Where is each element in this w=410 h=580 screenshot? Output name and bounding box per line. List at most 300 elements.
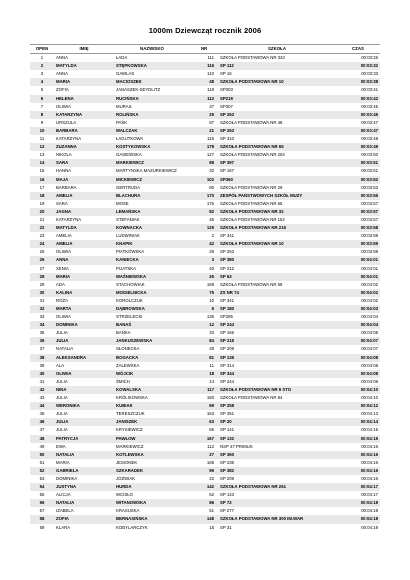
cell-school: SZKOŁA PODSTAWOWA NR 65 — [218, 143, 336, 151]
cell-bib-number: 102 — [190, 176, 218, 184]
cell-time: 00:04:18 — [361, 524, 378, 530]
cell-first-name: JUSTYNA — [54, 483, 114, 491]
cell-bib-number: 127 — [206, 152, 214, 158]
table-row — [30, 119, 380, 127]
cell-last-name: STACHOWIAK — [116, 281, 145, 287]
cell-bib-number: 29 — [209, 249, 214, 255]
cell-first-name: SARA — [56, 200, 68, 206]
cell-bib-number: 51 — [209, 508, 214, 514]
cell-last-name: GAWLAS — [116, 71, 135, 77]
cell-first-name: OLIWIA — [54, 370, 114, 378]
cell-time: 00:04:01 — [336, 273, 380, 281]
cell-place: 35 — [39, 330, 45, 336]
cell-time: 00:04:12 — [336, 402, 380, 410]
cell-bib-number: 27 — [190, 451, 218, 459]
cell-school: SP 344 — [218, 370, 336, 378]
cell-bib-number: 28 — [209, 346, 214, 352]
cell-last-name: PIATKOWSKA — [116, 249, 145, 255]
cell-bib-number: 10 — [209, 297, 214, 303]
cell-first-name: KATARZYNA — [54, 111, 114, 119]
cell-time: 00:04:14 — [336, 418, 380, 426]
cell-place: 12 — [30, 143, 54, 151]
cell-time: 00:04:17 — [361, 492, 378, 498]
cell-first-name: WERONIKA — [54, 402, 114, 410]
table-row — [30, 256, 380, 264]
cell-time: 00:03:59 — [336, 240, 380, 248]
cell-last-name: STRZELECKI — [116, 314, 143, 320]
cell-last-name: PAWŁOW — [114, 435, 190, 443]
cell-place: 45 — [39, 411, 45, 417]
cell-place: 32 — [30, 305, 54, 313]
cell-school: SP303 — [220, 87, 233, 93]
cell-first-name: BARBARA — [54, 127, 114, 135]
table-row — [30, 402, 380, 410]
cell-time: 00:03:57 — [361, 200, 378, 206]
cell-place: 28 — [30, 273, 54, 281]
cell-last-name: BLACHURA — [114, 192, 190, 200]
cell-last-name: KOWALSKA — [114, 386, 190, 394]
table-row — [30, 321, 380, 329]
cell-school: SP 135 — [218, 354, 336, 362]
cell-last-name: MACIOSZEK — [114, 78, 190, 86]
cell-place: 24 — [30, 240, 54, 248]
cell-school: SP 351 — [220, 411, 235, 417]
cell-last-name: JANISZEK — [114, 418, 190, 426]
cell-last-name: MICKIEWICZ — [114, 176, 190, 184]
cell-last-name: RUCIŃSKA — [114, 95, 190, 103]
cell-last-name: JANKUSZEWSKA — [114, 337, 190, 345]
cell-place: 5 — [40, 87, 44, 93]
cell-last-name: JANASZEK-SEYDLITZ — [116, 87, 161, 93]
cell-time: 00:04:02 — [361, 297, 378, 303]
cell-last-name: KOTLEWSKA — [114, 451, 190, 459]
cell-last-name: KOWNACKA — [114, 224, 190, 232]
cell-time: 00:04:18 — [361, 508, 378, 514]
cell-time: 00:03:48 — [361, 136, 378, 142]
cell-first-name: NATALIA — [54, 499, 114, 507]
cell-first-name: ALEKSANDRA — [54, 354, 114, 362]
cell-last-name: PIJATSKA — [116, 265, 136, 271]
table-row — [30, 224, 380, 232]
table-row — [30, 265, 380, 273]
table-row — [30, 370, 380, 378]
cell-time: 00:04:07 — [361, 346, 378, 352]
cell-first-name: SARA — [54, 159, 114, 167]
cell-bib-number: 112 — [207, 443, 214, 449]
cell-school: SZKOŁA PODSTAWOWA NR 300 IM.WAR — [218, 515, 336, 523]
cell-bib-number: 150 — [206, 395, 214, 401]
cell-bib-number: 15 — [209, 524, 214, 530]
cell-school: SZKOŁA PODSTAWOWA NR 261 — [218, 483, 336, 491]
cell-place: 37 — [39, 346, 45, 352]
header-bib-number: NR — [190, 45, 218, 54]
cell-last-name: KUBIAK — [114, 402, 190, 410]
cell-school: SZKOŁA PODSTAWOWA NR 204 — [220, 152, 285, 158]
cell-place: 39 — [39, 362, 45, 368]
cell-time: 00:04:10 — [336, 386, 380, 394]
cell-last-name: DĄBROWSKA — [114, 305, 190, 313]
cell-school: SZKOŁA PODSTAWOWA NR 10 — [218, 78, 336, 86]
cell-last-name: BERNASIŃSKA — [114, 515, 190, 523]
cell-last-name: ŁADA — [116, 55, 128, 61]
cell-bib-number: 135 — [206, 314, 214, 320]
cell-place: 54 — [30, 483, 54, 491]
cell-time: 00:03:53 — [361, 184, 378, 190]
cell-place: 17 — [39, 184, 45, 190]
cell-last-name: LEMAŃSKA — [114, 208, 190, 216]
cell-school: SP 31 — [220, 524, 232, 530]
table-row — [30, 459, 380, 467]
cell-place: 52 — [30, 467, 54, 475]
cell-bib-number: 88 — [190, 159, 218, 167]
cell-time: 00:04:03 — [336, 305, 380, 313]
cell-time: 00:03:56 — [336, 192, 380, 200]
cell-place: 9 — [40, 119, 44, 125]
cell-first-name: JULIA — [54, 337, 114, 345]
cell-time: 00:03:57 — [336, 208, 380, 216]
cell-place: 34 — [30, 321, 54, 329]
cell-first-name: DOMINIKA — [54, 321, 114, 329]
cell-bib-number: 118 — [207, 87, 214, 93]
cell-last-name: MARKIEWICZ — [114, 159, 190, 167]
table-row — [30, 378, 380, 386]
table-row — [30, 151, 380, 159]
cell-time: 00:04:08 — [336, 354, 380, 362]
cell-school: SZKOŁA PODSTAWOWA NR 29 — [220, 184, 283, 190]
cell-bib-number: 111 — [207, 55, 214, 61]
cell-first-name: OLIWIA — [56, 249, 72, 255]
cell-time: 00:03:38 — [336, 78, 380, 86]
cell-school: SP 314 — [220, 362, 235, 368]
cell-last-name: KRYSIEWICZ — [116, 427, 143, 433]
cell-first-name: MARIA — [54, 273, 114, 281]
cell-bib-number: 12 — [190, 321, 218, 329]
cell-time: 00:04:07 — [336, 337, 380, 345]
table-row — [30, 143, 380, 151]
results-table — [30, 44, 380, 532]
cell-last-name: HURDA — [114, 483, 190, 491]
table-row — [30, 524, 380, 532]
cell-last-name: BOGACKA — [114, 354, 190, 362]
cell-first-name: ZOFIA — [54, 515, 114, 523]
cell-bib-number: 11 — [209, 362, 214, 368]
cell-bib-number: 46 — [209, 216, 214, 222]
table-row — [30, 208, 380, 216]
table-row — [30, 240, 380, 248]
cell-first-name: RÓŻA — [56, 297, 68, 303]
cell-place: 51 — [39, 459, 45, 465]
header-school: SZKOŁA — [218, 45, 336, 54]
cell-place: 1 — [40, 55, 44, 61]
cell-place: 43 — [39, 395, 45, 401]
cell-time: 00:03:45 — [361, 103, 378, 109]
table-row — [30, 86, 380, 94]
cell-bib-number: 148 — [190, 515, 218, 523]
cell-place: 25 — [39, 249, 45, 255]
cell-place: 36 — [30, 337, 54, 345]
cell-time: 00:04:16 — [336, 467, 380, 475]
cell-place: 40 — [30, 370, 54, 378]
cell-place: 13 — [39, 152, 45, 158]
cell-last-name: KOBYLARCZYK — [116, 524, 148, 530]
cell-school: SP 212 — [220, 265, 235, 271]
cell-first-name: ANNA — [54, 256, 114, 264]
cell-first-name: ANNA — [56, 55, 68, 61]
cell-place: 3 — [40, 71, 44, 77]
cell-bib-number: 169 — [206, 281, 214, 287]
table-row — [30, 216, 380, 224]
table-row — [30, 394, 380, 402]
table-row — [30, 184, 380, 192]
table-row — [30, 176, 380, 184]
cell-school: SP 263 — [218, 111, 336, 119]
cell-time: 00:04:18 — [336, 499, 380, 507]
cell-last-name: STĘPKOWSKA — [114, 62, 190, 70]
cell-time: 00:03:47 — [361, 119, 378, 125]
cell-place: 11 — [39, 136, 45, 142]
cell-school: SZKOŁA PODSTAWOWA NR 65 — [220, 200, 283, 206]
table-row — [30, 62, 380, 70]
cell-time: 00:03:33 — [361, 71, 378, 77]
table-row — [30, 192, 380, 200]
cell-first-name: NIKOLA — [56, 152, 72, 158]
cell-bib-number: 115 — [207, 136, 214, 142]
cell-first-name: NINA — [54, 386, 114, 394]
cell-place: 7 — [40, 103, 44, 109]
cell-place: 44 — [30, 402, 54, 410]
cell-last-name: PAŚK — [116, 119, 128, 125]
cell-place: 47 — [39, 427, 45, 433]
cell-bib-number: 165 — [206, 459, 214, 465]
cell-place: 30 — [30, 289, 54, 297]
cell-first-name: URSZULA — [56, 119, 77, 125]
cell-first-name: ZUZANNA — [54, 143, 114, 151]
cell-first-name: AMELIA — [56, 233, 72, 239]
cell-first-name: ADA — [56, 281, 65, 287]
cell-bib-number: 110 — [207, 71, 214, 77]
cell-school: SZKOŁA PODSTAWOWA NR 32 — [218, 208, 336, 216]
cell-school: SZKOŁA PODSTAWOWA NR 48 — [220, 119, 283, 125]
table-row — [30, 386, 380, 394]
cell-time: 00:03:26 — [361, 55, 378, 61]
cell-school: NSP 47 PRIMUS — [220, 443, 253, 449]
cell-school: SP 244 — [218, 321, 336, 329]
table-row — [30, 491, 380, 499]
table-row — [30, 95, 380, 103]
cell-school: SZKOŁA PODSTAWOWA NR 9 STO — [218, 386, 336, 394]
cell-school: SP 341 — [220, 297, 235, 303]
cell-bib-number: 84 — [190, 337, 218, 345]
cell-time: 00:03:58 — [336, 224, 380, 232]
cell-last-name: STEFANIAK — [116, 216, 140, 222]
cell-bib-number: 125 — [190, 224, 218, 232]
table-row — [30, 281, 380, 289]
cell-place: 41 — [39, 378, 45, 384]
table-header-row — [30, 45, 380, 54]
cell-first-name: MATYLDA — [54, 224, 114, 232]
cell-school: SP 209 — [220, 346, 235, 352]
cell-first-name: MARTA — [54, 305, 114, 313]
cell-bib-number: 22 — [209, 475, 214, 481]
cell-last-name: SZKARADEK — [114, 467, 190, 475]
cell-first-name: MATYLDA — [54, 62, 114, 70]
cell-place: 14 — [30, 159, 54, 167]
cell-place: 15 — [39, 168, 45, 174]
cell-bib-number: 33 — [209, 330, 214, 336]
cell-time: 00:04:18 — [336, 515, 380, 523]
cell-school: SP360 — [218, 176, 336, 184]
cell-time: 00:04:15 — [336, 435, 380, 443]
cell-time: 00:04:16 — [361, 443, 378, 449]
table-row — [30, 467, 380, 475]
cell-school: SP 382 — [218, 467, 336, 475]
cell-last-name: KNAPIK — [114, 240, 190, 248]
cell-place: 8 — [30, 111, 54, 119]
table-row — [30, 499, 380, 507]
cell-place: 19 — [39, 200, 45, 206]
cell-bib-number: 6 — [190, 305, 218, 313]
cell-last-name: WÓJCIK — [114, 370, 190, 378]
table-row — [30, 167, 380, 175]
cell-last-name: SŁONECKA — [116, 346, 140, 352]
cell-bib-number: 40 — [209, 265, 214, 271]
cell-time: 00:04:01 — [361, 265, 378, 271]
header-first-name: IMIĘ — [54, 45, 114, 54]
cell-school: SP 277 — [220, 508, 235, 514]
table-row — [30, 313, 380, 321]
cell-school: SP 380 — [218, 256, 336, 264]
cell-last-name: MARTYNSKA MAZURKIEWICZ — [116, 168, 177, 174]
cell-school: SP 166 — [220, 330, 235, 336]
cell-school: SP 258 — [218, 402, 336, 410]
cell-place: 46 — [30, 418, 54, 426]
header-open: OPEN — [30, 45, 54, 54]
header-time: CZAS — [336, 45, 380, 54]
table-row — [30, 111, 380, 119]
cell-place: 48 — [30, 435, 54, 443]
cell-last-name: KOSTYKOWSKA — [114, 143, 190, 151]
cell-time: 00:04:04 — [336, 321, 380, 329]
cell-school: SP 209 — [220, 475, 235, 481]
cell-bib-number: 25 — [190, 111, 218, 119]
cell-time: 00:03:50 — [361, 152, 378, 158]
cell-last-name: MOSE — [116, 200, 129, 206]
cell-bib-number: 26 — [190, 273, 218, 281]
cell-bib-number: 170 — [190, 192, 218, 200]
table-row — [30, 289, 380, 297]
cell-place: 53 — [39, 475, 45, 481]
cell-first-name: JAGNA — [54, 208, 114, 216]
cell-school: SP219 — [218, 95, 336, 103]
cell-last-name: KANIECKA — [114, 256, 190, 264]
cell-time: 00:03:47 — [336, 127, 380, 135]
cell-last-name: MOGIELNICKA — [114, 289, 190, 297]
cell-place: 6 — [30, 95, 54, 103]
cell-first-name: OLIWIA — [56, 103, 72, 109]
cell-school: ZESPÓŁ PAŃSTWOWYCH SZKÓŁ MUZY — [218, 192, 336, 200]
cell-first-name: KATARZYNA — [56, 136, 82, 142]
cell-time: 00:03:52 — [336, 176, 380, 184]
cell-time: 00:04:16 — [361, 475, 378, 481]
cell-first-name: HELENA — [54, 95, 114, 103]
cell-place: 4 — [30, 78, 54, 86]
cell-first-name: KALINA — [54, 289, 114, 297]
cell-last-name: WCISŁO — [116, 492, 133, 498]
cell-place: 58 — [30, 515, 54, 523]
cell-time: 00:04:13 — [361, 411, 378, 417]
cell-first-name: JULIA — [56, 411, 68, 417]
table-row — [30, 515, 380, 523]
cell-time: 00:03:59 — [361, 249, 378, 255]
cell-bib-number: 117 — [190, 386, 218, 394]
table-row — [30, 410, 380, 418]
cell-school: SP 263 — [218, 127, 336, 135]
cell-school: SZKOŁA PODSTAWOWA NR 68 — [220, 281, 283, 287]
cell-time: 00:04:15 — [361, 427, 378, 433]
cell-school: SZKOŁA PODSTAWOWA NR 343 — [220, 55, 285, 61]
cell-school: SP 244 — [220, 378, 235, 384]
cell-place: 55 — [39, 492, 45, 498]
cell-bib-number: 142 — [190, 483, 218, 491]
cell-first-name: EWA — [56, 443, 66, 449]
table-row — [30, 451, 380, 459]
cell-time: 00:04:09 — [361, 378, 378, 384]
cell-first-name: NATALIA — [54, 451, 114, 459]
cell-last-name: WAŚNIEWSKA — [114, 273, 190, 281]
cell-place: 23 — [39, 233, 45, 239]
cell-school: SP 236 — [220, 459, 235, 465]
cell-bib-number: 82 — [190, 208, 218, 216]
cell-place: 59 — [39, 524, 45, 530]
table-row — [30, 103, 380, 111]
cell-school: SP307 — [220, 103, 233, 109]
cell-time: 00:03:57 — [361, 216, 378, 222]
cell-school: SP285 — [220, 314, 233, 320]
cell-time: 00:03:51 — [336, 159, 380, 167]
cell-time: 00:03:32 — [336, 62, 380, 70]
cell-bib-number: 87 — [209, 119, 214, 125]
cell-bib-number: 21 — [190, 127, 218, 135]
cell-time: 00:04:02 — [336, 289, 380, 297]
cell-time: 00:03:42 — [336, 95, 380, 103]
cell-school: SZKOŁA PODSTAWOWA NR 84 — [220, 395, 283, 401]
cell-last-name: JÓŹWIAK — [116, 475, 136, 481]
cell-last-name: ZALEWSKA — [116, 362, 140, 368]
table-row — [30, 159, 380, 167]
cell-first-name: JULIA — [56, 427, 68, 433]
cell-bib-number: 116 — [190, 62, 218, 70]
cell-place: 56 — [30, 499, 54, 507]
cell-place: 57 — [39, 508, 45, 514]
table-row — [30, 135, 380, 143]
cell-last-name: JESIONEK — [116, 459, 138, 465]
cell-time: 00:04:04 — [361, 314, 378, 320]
cell-first-name: AMELIA — [54, 240, 114, 248]
cell-school: SZKOŁA PODSTAWOWA NR 216 — [218, 224, 336, 232]
cell-time: 00:04:02 — [361, 281, 378, 287]
table-row — [30, 329, 380, 337]
cell-first-name: MAJA — [54, 176, 114, 184]
cell-bib-number: 178 — [190, 143, 218, 151]
cell-time: 00:03:45 — [336, 111, 380, 119]
table-row — [30, 200, 380, 208]
table-row — [30, 297, 380, 305]
cell-bib-number: 3 — [190, 256, 218, 264]
table-row — [30, 354, 380, 362]
cell-last-name: BAŃKA — [116, 330, 131, 336]
cell-school: SP 16 — [220, 71, 232, 77]
cell-bib-number: 37 — [209, 103, 214, 109]
